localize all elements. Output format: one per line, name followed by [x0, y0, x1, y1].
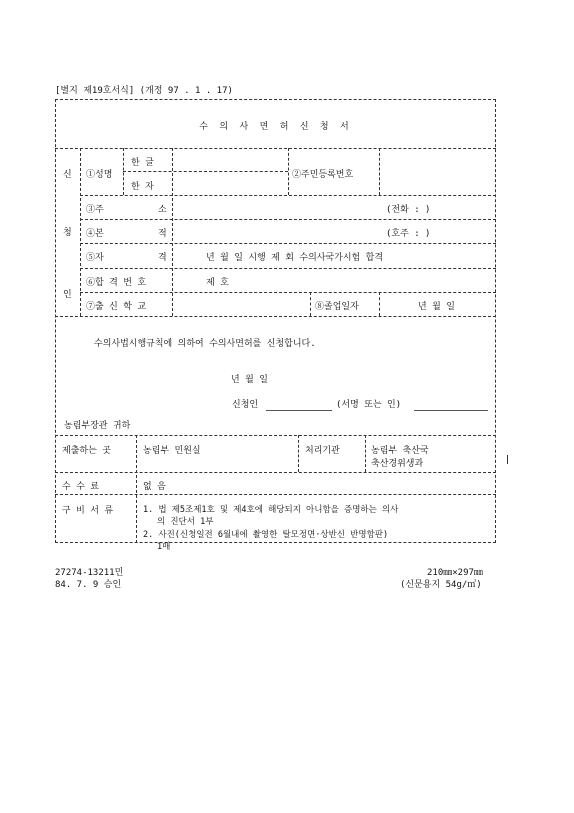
documents-label: 구 비 서 류	[62, 506, 114, 516]
divider	[80, 243, 496, 244]
processing-office-1: 농림부 축산국	[371, 446, 429, 456]
name-hanja-field[interactable]	[180, 181, 284, 191]
graduation-date-text: 년 월 일	[418, 302, 455, 312]
name-hangul-field[interactable]	[180, 158, 284, 168]
form-title: 수 의 사 면 허 신 청 서	[199, 122, 352, 132]
applicant-side-label: 인	[63, 290, 72, 300]
name-label: ①성명	[86, 170, 113, 180]
divider	[379, 292, 380, 316]
divider	[310, 292, 311, 316]
fee-label: 수 수 료	[62, 482, 99, 492]
divider	[288, 148, 289, 195]
hanja-label: 한 자	[131, 182, 154, 192]
divider	[55, 148, 496, 149]
divider	[172, 148, 173, 316]
qualification-label: ⑤자	[86, 253, 104, 263]
signature-line[interactable]	[414, 410, 488, 411]
document-item-2: 2. 사진(신청일전 6월내에 촬영한 탈모정면·상반신 반명함판)	[143, 530, 389, 540]
applicant-side-label: 신	[63, 170, 72, 180]
divider	[298, 435, 299, 472]
margin-mark	[507, 455, 508, 464]
document-item-2-cont: 1매	[157, 542, 171, 552]
divider	[55, 494, 496, 495]
fee-value: 없 음	[143, 482, 166, 492]
address-field[interactable]	[180, 201, 380, 213]
hometown-field[interactable]	[180, 225, 380, 237]
address-label-2: 소	[158, 205, 167, 215]
submit-label: 제출하는 곳	[62, 446, 111, 456]
graduation-date-label: ⑧졸업일자	[315, 302, 359, 312]
form-code: 27274-13211민	[55, 568, 124, 578]
divider	[80, 268, 496, 269]
paper-size: 210㎜×297㎜	[427, 568, 483, 578]
paper-type: (신문용지 54g/㎡)	[400, 580, 482, 590]
signature-line[interactable]	[266, 410, 332, 411]
qualification-text: 년 월 일 시행 제 회 수의사국가시험 합격	[206, 253, 384, 263]
processing-office-2: 축산경위생과	[371, 459, 424, 469]
hometown-label: ④본	[86, 229, 104, 239]
divider	[80, 219, 496, 220]
family-head-label: (호주 : )	[386, 229, 431, 239]
divider	[123, 148, 124, 195]
address-label: ③주	[86, 205, 104, 215]
divider	[80, 148, 81, 316]
qualification-label-2: 격	[158, 253, 167, 263]
applicant-label: 신청인	[232, 400, 259, 410]
divider	[365, 435, 366, 472]
rrn-field[interactable]	[384, 160, 492, 180]
hometown-label-2: 적	[158, 229, 167, 239]
rrn-label: ②주민등록번호	[292, 170, 354, 180]
divider	[80, 195, 496, 196]
document-item-1: 1. 법 제5조제1호 및 제4호에 해당되지 아니함을 증명하는 의사	[143, 505, 399, 515]
divider	[55, 472, 496, 473]
declaration-text: 수의사법시행규칙에 의하여 수의사면허를 신청합니다.	[94, 339, 316, 349]
approval-date: 84. 7. 9 승인	[55, 580, 122, 590]
date-line: 년 월 일	[231, 375, 268, 385]
applicant-side-label: 청	[63, 228, 72, 238]
divider	[80, 292, 496, 293]
pass-number-label: ⑥합 격 번 호	[86, 278, 147, 288]
processing-label: 처리기관	[305, 446, 340, 456]
school-label: ⑦출 신 학 교	[86, 302, 147, 312]
divider	[55, 435, 496, 436]
submit-place: 농림부 민원실	[143, 446, 201, 456]
document-item-1-cont: 의 진단서 1부	[157, 517, 214, 527]
addressee: 농림부장관 귀하	[64, 421, 131, 431]
school-field[interactable]	[180, 298, 305, 310]
divider	[55, 316, 496, 317]
form-header: [별지 제19호서식] (개정 97 . 1 . 17)	[55, 86, 233, 96]
hangul-label: 한 글	[131, 158, 154, 168]
divider	[379, 148, 380, 195]
phone-label: (전화 : )	[386, 205, 431, 215]
divider	[123, 171, 288, 172]
sign-note: (서명 또는 인)	[336, 400, 402, 410]
pass-number-text: 제 호	[206, 278, 229, 288]
divider	[136, 435, 137, 543]
